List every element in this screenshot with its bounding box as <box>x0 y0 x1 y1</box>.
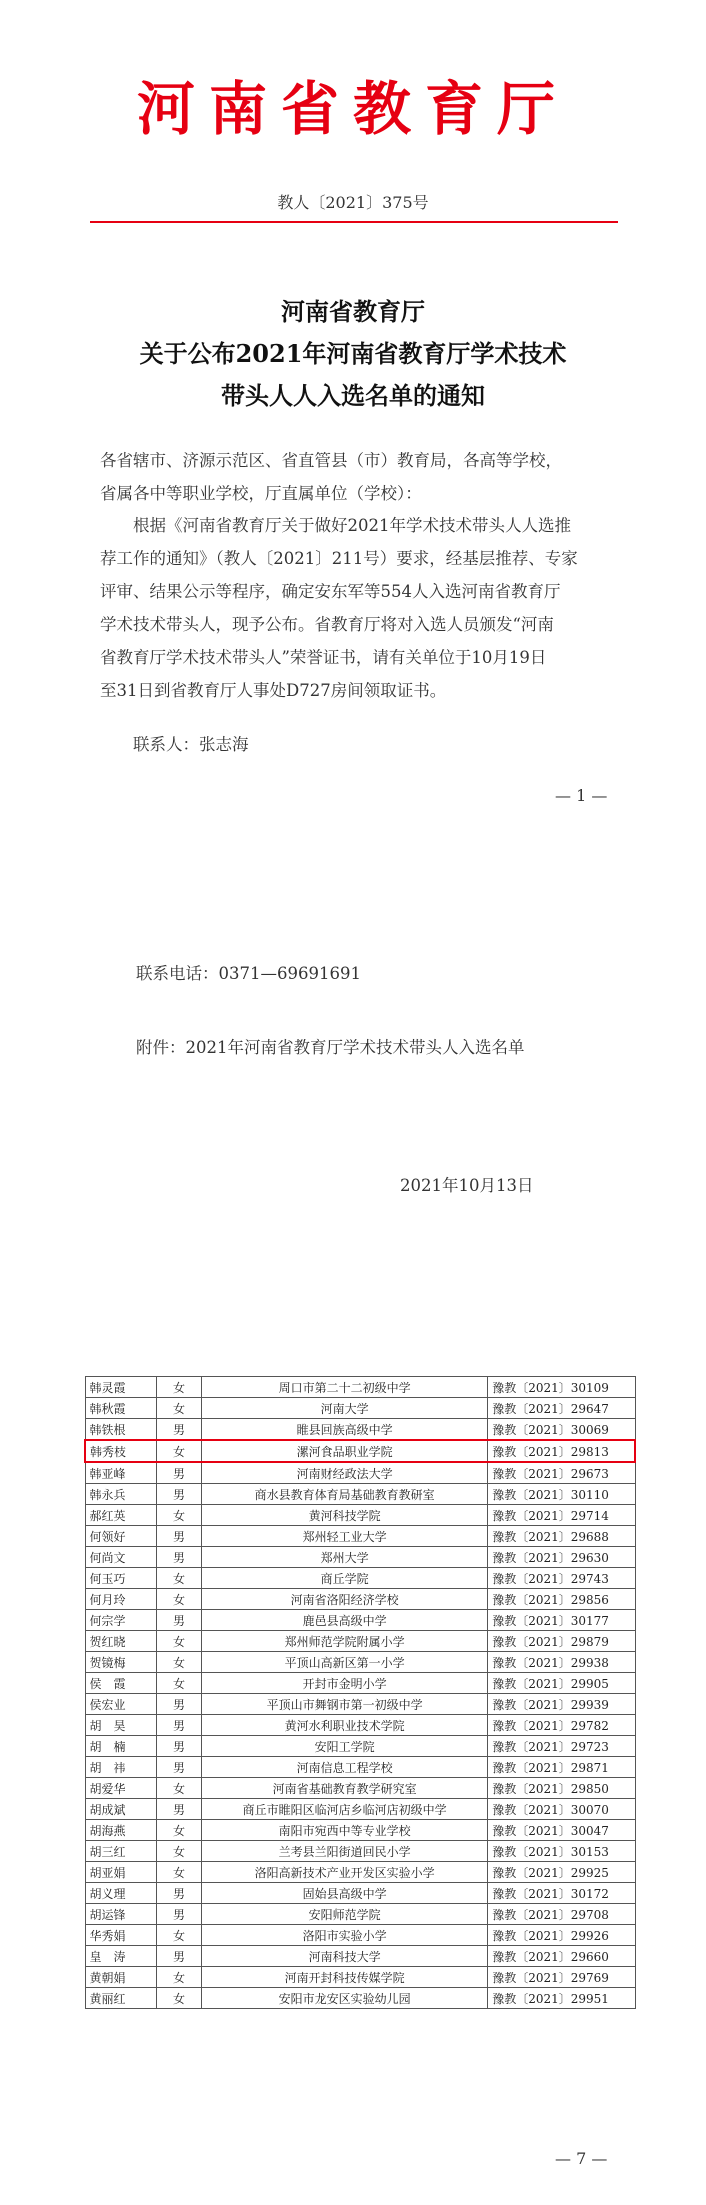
attachment-note: 附件：2021年河南省教育厅学术技术带头人入选名单 <box>136 1038 525 1057</box>
cell-cert: 豫教〔2021〕30070 <box>488 1799 635 1820</box>
cell-unit: 开封市金明小学 <box>202 1673 488 1694</box>
cell-cert: 豫教〔2021〕29769 <box>488 1967 635 1988</box>
cell-sex: 男 <box>156 1462 201 1484</box>
cell-unit: 鹿邑县高级中学 <box>202 1610 488 1631</box>
cell-cert: 豫教〔2021〕29708 <box>488 1904 635 1925</box>
addressee-line: 省属各中等职业学校，厅直属单位（学校）： <box>100 484 422 503</box>
cell-sex: 男 <box>156 1883 201 1904</box>
cell-name: 胡运锋 <box>85 1904 156 1925</box>
cell-unit: 安阳师范学院 <box>202 1904 488 1925</box>
cell-unit: 安阳工学院 <box>202 1736 488 1757</box>
table-row <box>85 1547 635 1568</box>
cell-sex: 女 <box>156 1673 201 1694</box>
cell-cert: 豫教〔2021〕29939 <box>488 1694 635 1715</box>
cell-sex: 男 <box>156 1547 201 1568</box>
body-line: 评审、结果公示等程序，确定安东军等554人入选河南省教育厅 <box>100 582 561 601</box>
contact-person: 联系人：张志海 <box>133 735 249 754</box>
cell-unit: 洛阳高新技术产业开发区实验小学 <box>202 1862 488 1883</box>
cell-name: 韩灵霞 <box>85 1377 156 1398</box>
cell-name: 胡三红 <box>85 1841 156 1862</box>
cell-cert: 豫教〔2021〕29905 <box>488 1673 635 1694</box>
cell-name: 胡成斌 <box>85 1799 156 1820</box>
cell-cert: 豫教〔2021〕29850 <box>488 1778 635 1799</box>
cell-sex: 男 <box>156 1904 201 1925</box>
cell-unit: 河南开封科技传媒学院 <box>202 1967 488 1988</box>
contact-phone: 联系电话：0371—69691691 <box>136 964 361 983</box>
table-row <box>85 1398 635 1419</box>
cell-cert: 豫教〔2021〕30110 <box>488 1484 635 1505</box>
cell-name: 黄朝娟 <box>85 1967 156 1988</box>
masthead: 河南省教育厅 <box>136 75 569 143</box>
cell-cert: 豫教〔2021〕29951 <box>488 1988 635 2009</box>
addressee <box>100 444 620 510</box>
document-page-7 <box>0 1320 706 2205</box>
cell-cert: 豫教〔2021〕29660 <box>488 1946 635 1967</box>
cell-sex: 女 <box>156 1377 201 1398</box>
cell-cert: 豫教〔2021〕29879 <box>488 1631 635 1652</box>
table-row <box>85 1988 635 2009</box>
table-row <box>85 1778 635 1799</box>
cell-name: 何玉巧 <box>85 1568 156 1589</box>
cell-sex: 男 <box>156 1484 201 1505</box>
cell-unit: 郑州师范学院附属小学 <box>202 1631 488 1652</box>
body-line: 根据《河南省教育厅关于做好2021年学术技术带头人人选推 <box>133 516 571 535</box>
cell-unit: 周口市第二十二初级中学 <box>202 1377 488 1398</box>
cell-cert: 豫教〔2021〕29926 <box>488 1925 635 1946</box>
page-gap <box>0 1300 706 1320</box>
cell-sex: 女 <box>156 1652 201 1673</box>
cell-sex: 男 <box>156 1694 201 1715</box>
cell-cert: 豫教〔2021〕30069 <box>488 1419 635 1441</box>
table-row <box>85 1419 635 1441</box>
cell-unit: 河南省基础教育教学研究室 <box>202 1778 488 1799</box>
cell-name: 贺镜梅 <box>85 1652 156 1673</box>
cell-unit: 漯河食品职业学院 <box>202 1440 488 1462</box>
cell-sex: 女 <box>156 1988 201 2009</box>
cell-unit: 睢县回族高级中学 <box>202 1419 488 1441</box>
addressee-line: 各省辖市、济源示范区、省直管县（市）教育局，各高等学校， <box>100 451 562 470</box>
table-row <box>85 1505 635 1526</box>
cell-sex: 男 <box>156 1419 201 1441</box>
cell-name: 皇 涛 <box>85 1946 156 1967</box>
table-row <box>85 1946 635 1967</box>
cell-cert: 豫教〔2021〕29673 <box>488 1462 635 1484</box>
title-line-3: 带头人人入选名单的通知 <box>221 381 485 410</box>
table-row <box>85 1440 635 1462</box>
cell-sex: 女 <box>156 1778 201 1799</box>
cell-name: 胡 昊 <box>85 1715 156 1736</box>
cell-cert: 豫教〔2021〕29856 <box>488 1589 635 1610</box>
cell-sex: 女 <box>156 1967 201 1988</box>
cell-sex: 男 <box>156 1610 201 1631</box>
document-number: 教人〔2021〕375号 <box>277 193 429 212</box>
cell-name: 何尚文 <box>85 1547 156 1568</box>
cell-cert: 豫教〔2021〕29714 <box>488 1505 635 1526</box>
cell-sex: 男 <box>156 1757 201 1778</box>
body-line: 省教育厅学术技术带头人”荣誉证书，请有关单位于10月19日 <box>100 648 547 667</box>
table-row <box>85 1862 635 1883</box>
cell-unit: 河南科技大学 <box>202 1946 488 1967</box>
cell-sex: 女 <box>156 1820 201 1841</box>
cell-cert: 豫教〔2021〕29925 <box>488 1862 635 1883</box>
table-row <box>85 1925 635 1946</box>
cell-name: 何月玲 <box>85 1589 156 1610</box>
cell-sex: 男 <box>156 1715 201 1736</box>
table-row <box>85 1757 635 1778</box>
cell-name: 胡海燕 <box>85 1820 156 1841</box>
cell-name: 侯宏业 <box>85 1694 156 1715</box>
cell-unit: 南阳市宛西中等专业学校 <box>202 1820 488 1841</box>
cell-sex: 男 <box>156 1736 201 1757</box>
table-row <box>85 1652 635 1673</box>
cell-cert: 豫教〔2021〕29782 <box>488 1715 635 1736</box>
cell-name: 韩永兵 <box>85 1484 156 1505</box>
cell-name: 何领好 <box>85 1526 156 1547</box>
cell-unit: 河南大学 <box>202 1398 488 1419</box>
body-line: 荐工作的通知》（教人〔2021〕211号）要求，经基层推荐、专家 <box>100 549 578 568</box>
table-row <box>85 1462 635 1484</box>
issue-date: 2021年10月13日 <box>400 1176 534 1195</box>
cell-unit: 洛阳市实验小学 <box>202 1925 488 1946</box>
cell-cert: 豫教〔2021〕29813 <box>488 1440 635 1462</box>
red-divider-line <box>90 221 618 223</box>
cell-cert: 豫教〔2021〕30177 <box>488 1610 635 1631</box>
cell-cert: 豫教〔2021〕29630 <box>488 1547 635 1568</box>
table-row <box>85 1694 635 1715</box>
title-line-2: 关于公布2021年河南省教育厅学术技术 <box>139 339 567 368</box>
table-row <box>85 1673 635 1694</box>
cell-sex: 女 <box>156 1505 201 1526</box>
page-number: — 7 — <box>555 2149 608 2168</box>
cell-cert: 豫教〔2021〕29647 <box>488 1398 635 1419</box>
cell-sex: 女 <box>156 1631 201 1652</box>
cell-cert: 豫教〔2021〕29723 <box>488 1736 635 1757</box>
body-line: 至31日到省教育厅人事处D727房间领取证书。 <box>100 681 447 700</box>
cell-unit: 商水县教育体育局基础教育教研室 <box>202 1484 488 1505</box>
table-row <box>85 1736 635 1757</box>
cell-unit: 河南信息工程学校 <box>202 1757 488 1778</box>
cell-name: 黄丽红 <box>85 1988 156 2009</box>
cell-sex: 女 <box>156 1398 201 1419</box>
table-row <box>85 1568 635 1589</box>
cell-sex: 女 <box>156 1925 201 1946</box>
cell-unit: 黄河水利职业技术学院 <box>202 1715 488 1736</box>
table-row <box>85 1715 635 1736</box>
cell-unit: 郑州轻工业大学 <box>202 1526 488 1547</box>
cell-sex: 女 <box>156 1568 201 1589</box>
cell-cert: 豫教〔2021〕29938 <box>488 1652 635 1673</box>
cell-unit: 郑州大学 <box>202 1547 488 1568</box>
page-number: — 1 — <box>555 786 608 805</box>
table-row <box>85 1841 635 1862</box>
table-row <box>85 1526 635 1547</box>
cell-name: 胡 楠 <box>85 1736 156 1757</box>
cell-unit: 安阳市龙安区实验幼儿园 <box>202 1988 488 2009</box>
cell-sex: 男 <box>156 1526 201 1547</box>
cell-unit: 兰考县兰阳街道回民小学 <box>202 1841 488 1862</box>
cell-cert: 豫教〔2021〕30153 <box>488 1841 635 1862</box>
table-row <box>85 1610 635 1631</box>
cell-name: 韩亚峰 <box>85 1462 156 1484</box>
cell-sex: 男 <box>156 1799 201 1820</box>
body-paragraph <box>100 509 620 707</box>
cell-unit: 固始县高级中学 <box>202 1883 488 1904</box>
cell-name: 胡爱华 <box>85 1778 156 1799</box>
table-row <box>85 1631 635 1652</box>
cell-name: 胡亚娟 <box>85 1862 156 1883</box>
cell-cert: 豫教〔2021〕29743 <box>488 1568 635 1589</box>
cell-cert: 豫教〔2021〕30172 <box>488 1883 635 1904</box>
cell-name: 侯 霞 <box>85 1673 156 1694</box>
cell-unit: 商丘学院 <box>202 1568 488 1589</box>
cell-sex: 男 <box>156 1946 201 1967</box>
table-row <box>85 1904 635 1925</box>
cell-unit: 商丘市睢阳区临河店乡临河店初级中学 <box>202 1799 488 1820</box>
body-line: 学术技术带头人，现予公布。省教育厅将对入选人员颁发“河南 <box>100 615 554 634</box>
cell-unit: 河南财经政法大学 <box>202 1462 488 1484</box>
cell-name: 郝红英 <box>85 1505 156 1526</box>
cell-name: 何宗学 <box>85 1610 156 1631</box>
cell-unit: 平顶山高新区第一小学 <box>202 1652 488 1673</box>
table-row <box>85 1377 635 1398</box>
cell-cert: 豫教〔2021〕30109 <box>488 1377 635 1398</box>
cell-cert: 豫教〔2021〕30047 <box>488 1820 635 1841</box>
cell-name: 贺红晓 <box>85 1631 156 1652</box>
table-row <box>85 1883 635 1904</box>
cell-sex: 女 <box>156 1440 201 1462</box>
cell-unit: 河南省洛阳经济学校 <box>202 1589 488 1610</box>
cell-sex: 女 <box>156 1841 201 1862</box>
cell-sex: 女 <box>156 1589 201 1610</box>
cell-name: 胡 祎 <box>85 1757 156 1778</box>
cell-name: 韩秀枝 <box>85 1440 156 1462</box>
nominee-table <box>84 1376 636 2009</box>
title-line-1: 河南省教育厅 <box>281 297 425 326</box>
table-row <box>85 1799 635 1820</box>
cell-name: 华秀娟 <box>85 1925 156 1946</box>
cell-unit: 黄河科技学院 <box>202 1505 488 1526</box>
cell-cert: 豫教〔2021〕29871 <box>488 1757 635 1778</box>
cell-name: 韩秋霞 <box>85 1398 156 1419</box>
cell-name: 韩铁根 <box>85 1419 156 1441</box>
table-row <box>85 1484 635 1505</box>
table-row <box>85 1967 635 1988</box>
cell-cert: 豫教〔2021〕29688 <box>488 1526 635 1547</box>
cell-unit: 平顶山市舞钢市第一初级中学 <box>202 1694 488 1715</box>
table-row <box>85 1589 635 1610</box>
cell-sex: 女 <box>156 1862 201 1883</box>
cell-name: 胡义理 <box>85 1883 156 1904</box>
table-row <box>85 1820 635 1841</box>
